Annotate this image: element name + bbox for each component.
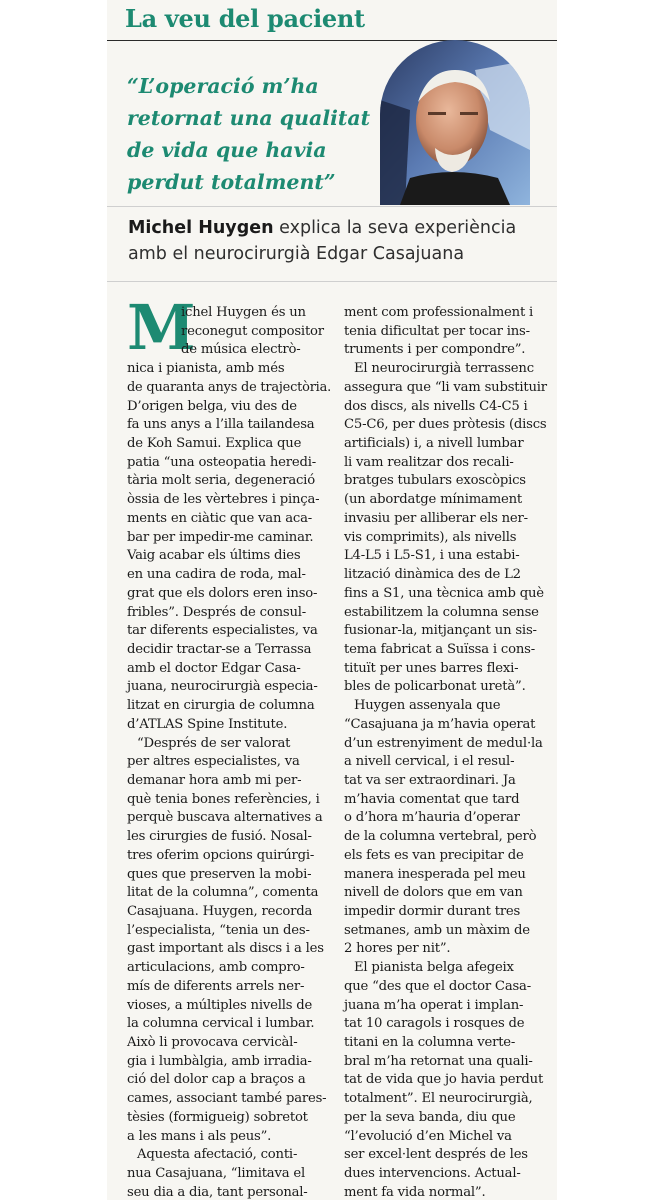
pull-quote: “L’operació m’ha retornat una qualitat de vida que havia perdut totalment” <box>127 74 371 194</box>
article-line: reconegut compositor <box>181 323 324 339</box>
article-line: El neurocirurgià terrassenc <box>354 361 534 377</box>
article-line: d’un estrenyiment de medul·la <box>344 735 543 751</box>
article-line: mís de diferents arrels ner- <box>127 978 305 994</box>
article-line: m’havia comentat que tard <box>344 791 520 807</box>
article-line: o d’hora m’hauria d’operar <box>344 810 520 826</box>
section-title: La veu del pacient <box>125 4 365 33</box>
article-line: D’origen belga, viu des de <box>127 398 297 414</box>
article-line: Vaig acabar els últims dies <box>127 548 301 564</box>
article-line: l’especialista, “tenia un des- <box>127 922 310 938</box>
article-line: (un abordatge mínimament <box>344 492 523 508</box>
deck-text: explica la seva experiència <box>273 218 517 238</box>
article-line: patia “una osteopatia heredi- <box>127 454 317 470</box>
article-line: “Casajuana ja m’havia operat <box>344 716 536 732</box>
article-line: tenia dificultat per tocar ins- <box>344 323 530 339</box>
article-line: òssia de les vèrtebres i pinça- <box>127 492 320 508</box>
article-line: Casajuana. Huygen, recorda <box>127 904 313 919</box>
article-line: de la columna vertebral, però <box>344 829 537 845</box>
article-line: d’ATLAS Spine Institute. <box>127 716 288 732</box>
article-line: ció del dolor cap a braços a <box>127 1072 306 1088</box>
article-line: ment com professionalment i <box>344 305 534 320</box>
article-line: bles de policarbonat uretà”. <box>344 679 526 695</box>
article-line: bratges tubulars exoscòpics <box>344 473 526 489</box>
article-line: dos discs, als nivells C4-C5 i <box>344 398 528 414</box>
article-line: nica i pianista, amb més <box>127 361 285 377</box>
article-line: les cirurgies de fusió. Nosal- <box>127 829 312 845</box>
article-line: tres oferim opcions quirúrgi- <box>127 847 315 863</box>
article-line: litzat en cirurgia de columna <box>127 698 315 714</box>
article-line: fribles”. Després de consul- <box>127 604 307 620</box>
article-line: dues intervencions. Actual- <box>344 1166 521 1182</box>
deck <box>128 215 548 267</box>
article-line: Huygen assenyala que <box>354 698 501 714</box>
article-line: “l’evolució d’en Michel va <box>344 1128 512 1144</box>
article-line: demanar hora amb mi per- <box>127 772 302 788</box>
article-line: vioses, a múltiples nivells de <box>127 997 313 1013</box>
article-line: fusionar-la, mitjançant un sis- <box>344 623 537 639</box>
article-line: manera inesperada pel meu <box>344 866 526 882</box>
article-line: artificials) i, a nivell lumbar <box>344 436 524 452</box>
article-line: tària molt seria, degeneració <box>127 473 315 489</box>
article-line: vis comprimits), als nivells <box>344 529 517 545</box>
article-line: tar diferents especialistes, va <box>127 623 318 639</box>
article-line: 2 hores per nit”. <box>344 941 451 957</box>
article-line: a nivell cervical, i el resul- <box>344 754 515 770</box>
article-line: que “des que el doctor Casa- <box>344 978 531 994</box>
article-line: setmanes, amb un màxim de <box>344 922 530 938</box>
article-line: totalment”. El neurocirurgià, <box>344 1091 533 1107</box>
article-line: tema fabricat a Suïssa i cons- <box>344 641 535 657</box>
article-line: ser excel·lent després de les <box>344 1147 528 1163</box>
article-line: de Koh Samui. Explica que <box>127 436 302 452</box>
article-line: litat de la columna”, comenta <box>127 885 319 901</box>
article-line: de música electrò- <box>181 342 301 358</box>
article-line: estabilitzem la columna sense <box>344 604 539 620</box>
deck-divider <box>107 281 557 282</box>
article-line: tat de vida que jo havia perdut <box>344 1072 544 1088</box>
article-line: ques que preserven la mobi- <box>127 866 312 882</box>
article-line: a les mans i als peus”. <box>127 1128 272 1144</box>
article-line: juana m’ha operat i implan- <box>344 997 524 1013</box>
article-line: Aquesta afectació, conti- <box>137 1147 298 1163</box>
portrait-of-man-icon <box>380 40 530 205</box>
article-line: ment fa vida normal”. <box>344 1184 486 1200</box>
article-line: per la seva banda, diu que <box>344 1109 516 1125</box>
portrait-photo <box>380 40 530 205</box>
article-line: què tenia bones referències, i <box>127 791 320 807</box>
article-line: bar per impedir-me caminar. <box>127 529 314 545</box>
article-line: els fets es van precipitar de <box>344 847 524 863</box>
article-line: lització dinàmica des de L2 <box>344 567 521 583</box>
title-divider <box>107 40 557 41</box>
article-line: C5-C6, per dues pròtesis (discs <box>344 417 547 433</box>
article-line: grat que els dolors eren inso- <box>127 585 318 601</box>
article-line: assegura que “li vam substituir <box>344 379 547 395</box>
article-line: tat 10 caragols i rosques de <box>344 1016 525 1032</box>
drop-cap: M <box>127 291 196 364</box>
article-line: seu dia a dia, tant personal- <box>127 1184 308 1200</box>
article-line: per altres especialistes, va <box>127 754 300 770</box>
article-line: gia i lumbàlgia, amb irradia- <box>127 1053 312 1069</box>
article-line: Això li provocava cervicàl- <box>127 1035 298 1051</box>
article-line: nua Casajuana, “limitava el <box>127 1166 305 1182</box>
article-line: cames, associant també pares- <box>127 1091 327 1107</box>
article-line: tat va ser extraordinari. Ja <box>344 772 516 788</box>
article-line: fa uns anys a l’illa tailandesa <box>127 417 315 433</box>
article-line: nivell de dolors que em van <box>344 885 523 901</box>
article-line: li vam realitzar dos recali- <box>344 454 514 470</box>
article-line: articulacions, amb compro- <box>127 960 305 976</box>
article-line: invasiu per alliberar els ner- <box>344 510 528 526</box>
article-line: “Després de ser valorat <box>137 735 291 751</box>
deck-text-line2: amb el neurocirurgià Edgar Casajuana <box>128 244 465 264</box>
article-line: decidir tractar-se a Terrassa <box>127 641 312 657</box>
article-line: juana, neurocirurgià especia- <box>127 679 318 695</box>
article-line: impedir dormir durant tres <box>344 904 521 919</box>
article-line: truments i per compondre”. <box>344 342 526 358</box>
article-line: tèsies (formigueig) sobretot <box>127 1109 308 1125</box>
article-line: en una cadira de roda, mal- <box>127 567 306 583</box>
article-line: fins a S1, una tècnica amb què <box>344 585 544 601</box>
article-line: ichel Huygen és un <box>181 305 306 320</box>
header-divider <box>107 206 557 207</box>
article-column-1 <box>127 304 331 1203</box>
article-column-2 <box>344 304 548 1203</box>
article-line: titani en la columna verte- <box>344 1035 516 1051</box>
article-line: tituït per unes barres flexi- <box>344 660 519 676</box>
article-line: El pianista belga afegeix <box>354 960 514 976</box>
article-line: de quaranta anys de trajectòria. <box>127 379 331 395</box>
article-line: L4-L5 i L5-S1, i una estabi- <box>344 548 520 564</box>
deck-name: Michel Huygen <box>128 218 274 238</box>
article-line: gast important als discs i a les <box>127 941 324 957</box>
article-line: bral m’ha retornat una quali- <box>344 1053 533 1069</box>
article-line: perquè buscava alternatives a <box>127 810 323 826</box>
article-line: amb el doctor Edgar Casa- <box>127 660 301 676</box>
article-line: ments en ciàtic que van aca- <box>127 510 313 526</box>
article-line: la columna cervical i lumbar. <box>127 1016 315 1032</box>
